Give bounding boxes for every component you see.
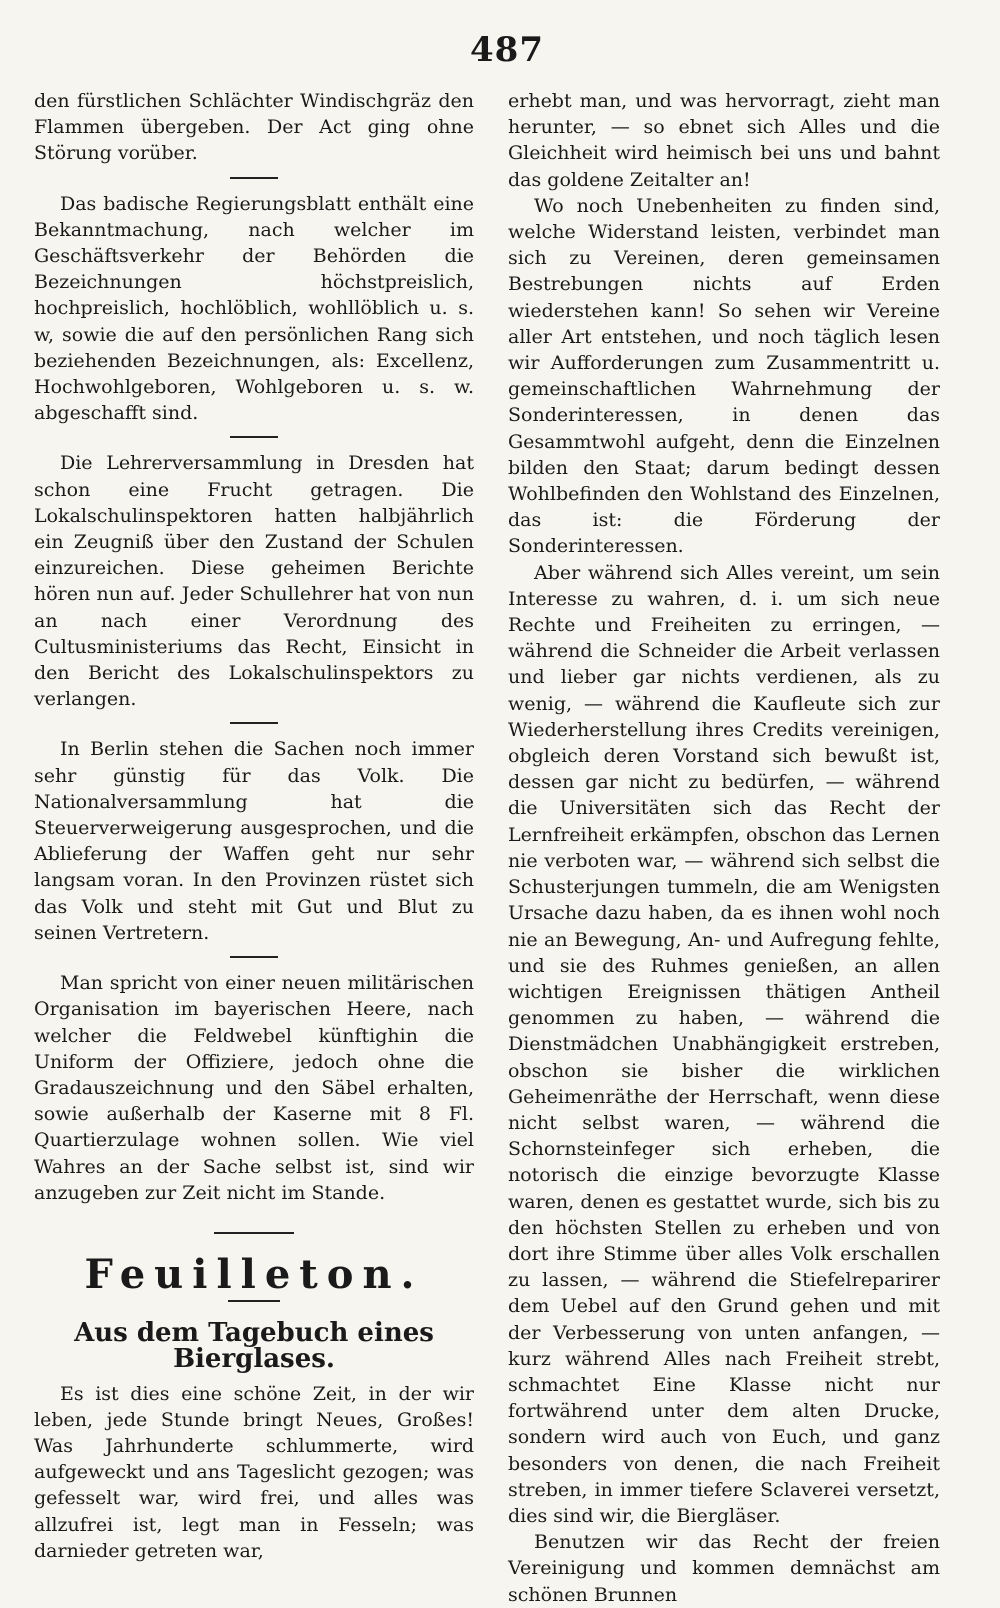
right-column (508, 88, 940, 1608)
feuilleton-paragraph-vereine: Wo noch Unebenheiten zu finden sind, welche Widerstand leisten, verbindet man sich zu Vereinen, deren gemeinsamen Bestrebungen nichts auf Erden wiederstehen kann! So sehen wir Vereine aller Art entstehen, und noch täglich lesen wir Aufforderungen zum Zusammentritt u. gemeinschaftlichen Wahrnehmung der Sonderinteressen, in denen das Gesammtwohl aufgeht, denn die Einzelnen bilden den Staat; darum bedingt dessen Wohlbefinden den Wohlstand des Einzelnen, das ist: die Förderung der Sonderinteressen. (508, 194, 940, 558)
article-paragraph-berlin: In Berlin stehen die Sachen noch immer sehr günstig für das Volk. Die Nationalversammlung hat die Steuerverweigerung ausgesprochen, und die Ablieferung der Waffen geht nur sehr langsam voran. In den Provinzen rüstet sich das Volk und steht mit Gut und Blut zu seinen Vertretern. (34, 738, 474, 944)
feuilleton-paragraph-continued: erhebt man, und was hervorragt, zieht man herunter, — so ebnet sich Alles und die Gleichheit wird heimisch bei uns und bahnt das goldene Zeitalter an! (508, 90, 940, 191)
section-divider (230, 956, 278, 958)
article-paragraph-baden: Das badische Regierungsblatt enthält eine Bekanntmachung, nach welcher im Geschäftsverkehr der Behörden die Bezeichnungen höchstpreislich, hochpreislich, hochlöblich, wohllöblich u. s. w, sowie die auf den persönlichen Rang sich beziehenden Bezeichnungen, als: Excellenz, Hochwohlgeboren, Wohlgeboren u. s. w. abgeschafft sind. (34, 192, 474, 425)
page-number: 487 (470, 30, 544, 70)
section-title: Aus dem Tagebuch eines Bierglases. (74, 1318, 434, 1375)
section-divider-long (214, 1232, 294, 1234)
feuilleton-paragraph: Es ist dies eine schöne Zeit, in der wir leben, jede Stunde bringt Neues, Großes! Was Jahrhunderte schlummerte, wird aufgeweckt und ans Tageslicht gezogen; was gefesselt war, wird frei, und alles was allzufrei ist, legt man in Fesseln; was darnieder getreten war, (34, 1382, 474, 1562)
section-divider (230, 177, 278, 179)
article-paragraph-dresden: Die Lehrerversammlung in Dresden hat schon eine Frucht getragen. Die Lokalschulinspektoren hatten halbjährlich ein Zeugniß über den Zustand der Schulen einzureichen. Diese geheimen Berichte hören nun auf. Jeder Schullehrer hat von nun an nach einer Verordnung des Cultusministeriums das Recht, Einsicht in den Bericht des Lokalschulinspektors zu verlangen. (34, 452, 474, 711)
left-column (34, 88, 474, 1564)
feuilleton-paragraph-brunnen: Benutzen wir das Recht der freien Vereinigung und kommen demnächst am schönen Brunnen (508, 1531, 940, 1606)
article-paragraph-bavaria: Man spricht von einer neuen militärischen Organisation im bayerischen Heere, nach welcher die Feldwebel künftighin die Uniform der Offiziere, jedoch ohne die Gradauszeichnung und den Säbel erhalten, sowie außerhalb der Kaserne mit 8 Fl. Quartierzulage wohnen sollen. Wie viel Wahres an der Sache selbst ist, sind wir anzugeben zur Zeit nicht im Stande. (34, 972, 474, 1204)
section-divider (230, 436, 278, 438)
heading-divider (228, 1300, 280, 1302)
section-divider (230, 722, 278, 724)
feuilleton-heading: Feuilleton. (84, 1250, 424, 1298)
article-paragraph-windischgraetz: den fürstlichen Schlächter Windischgräz den Flammen übergeben. Der Act ging ohne Störung vorüber. (34, 90, 474, 165)
feuilleton-paragraph-freiheit: Aber während sich Alles vereint, um sein Interesse zu wahren, d. i. um sich neue Rechte und Freiheiten zu erringen, — während die Schneider die Arbeit verlassen und lieber gar nichts verdienen, als zu wenig, — während die Kaufleute sich zur Wiederherstellung ihres Credits vereinigen, obgleich deren Vorstand sich bewußt ist, dessen gar nicht zu bedürfen, — während die Universitäten sich das Recht der Lernfreiheit erkämpfen, obschon das Lernen nie verboten war, — während sich selbst die Schusterjungen tummeln, die am Wenigsten Ursache dazu haben, da es ihnen wohl noch nie an Bewegung, An- und Aufregung fehlte, und sie des Ruhmes genießen, an allen wichtigen Ereignissen thätigen Antheil genommen zu haben, — während die Dienstmädchen Unabhängigkeit erstreben, obschon sie bisher die wirklichen Geheimenräthe der Herrschaft, wenn diese nicht selbst waren, — während die Schornsteinfeger sich erheben, die notorisch die einzige bevorzugte Klasse waren, denen es gestattet wurde, sich bis zu den höchsten Stellen zu erheben und von dort ihre Stimme über alles Volk erschallen zu lassen, — während die Stiefelreparirer dem Uebel auf den Grund gehen und mit der Verbesserung von unten anfangen, — kurz während Alles nach Freiheit strebt, schmachtet Eine Klasse nicht nur fortwährend unter dem alten Drucke, sondern wird auch von Euch, und ganz besonders von denen, die nach Freiheit streben, in immer tiefere Sclaverei versetzt, dies sind wir, die Biergläser. (508, 561, 940, 1527)
